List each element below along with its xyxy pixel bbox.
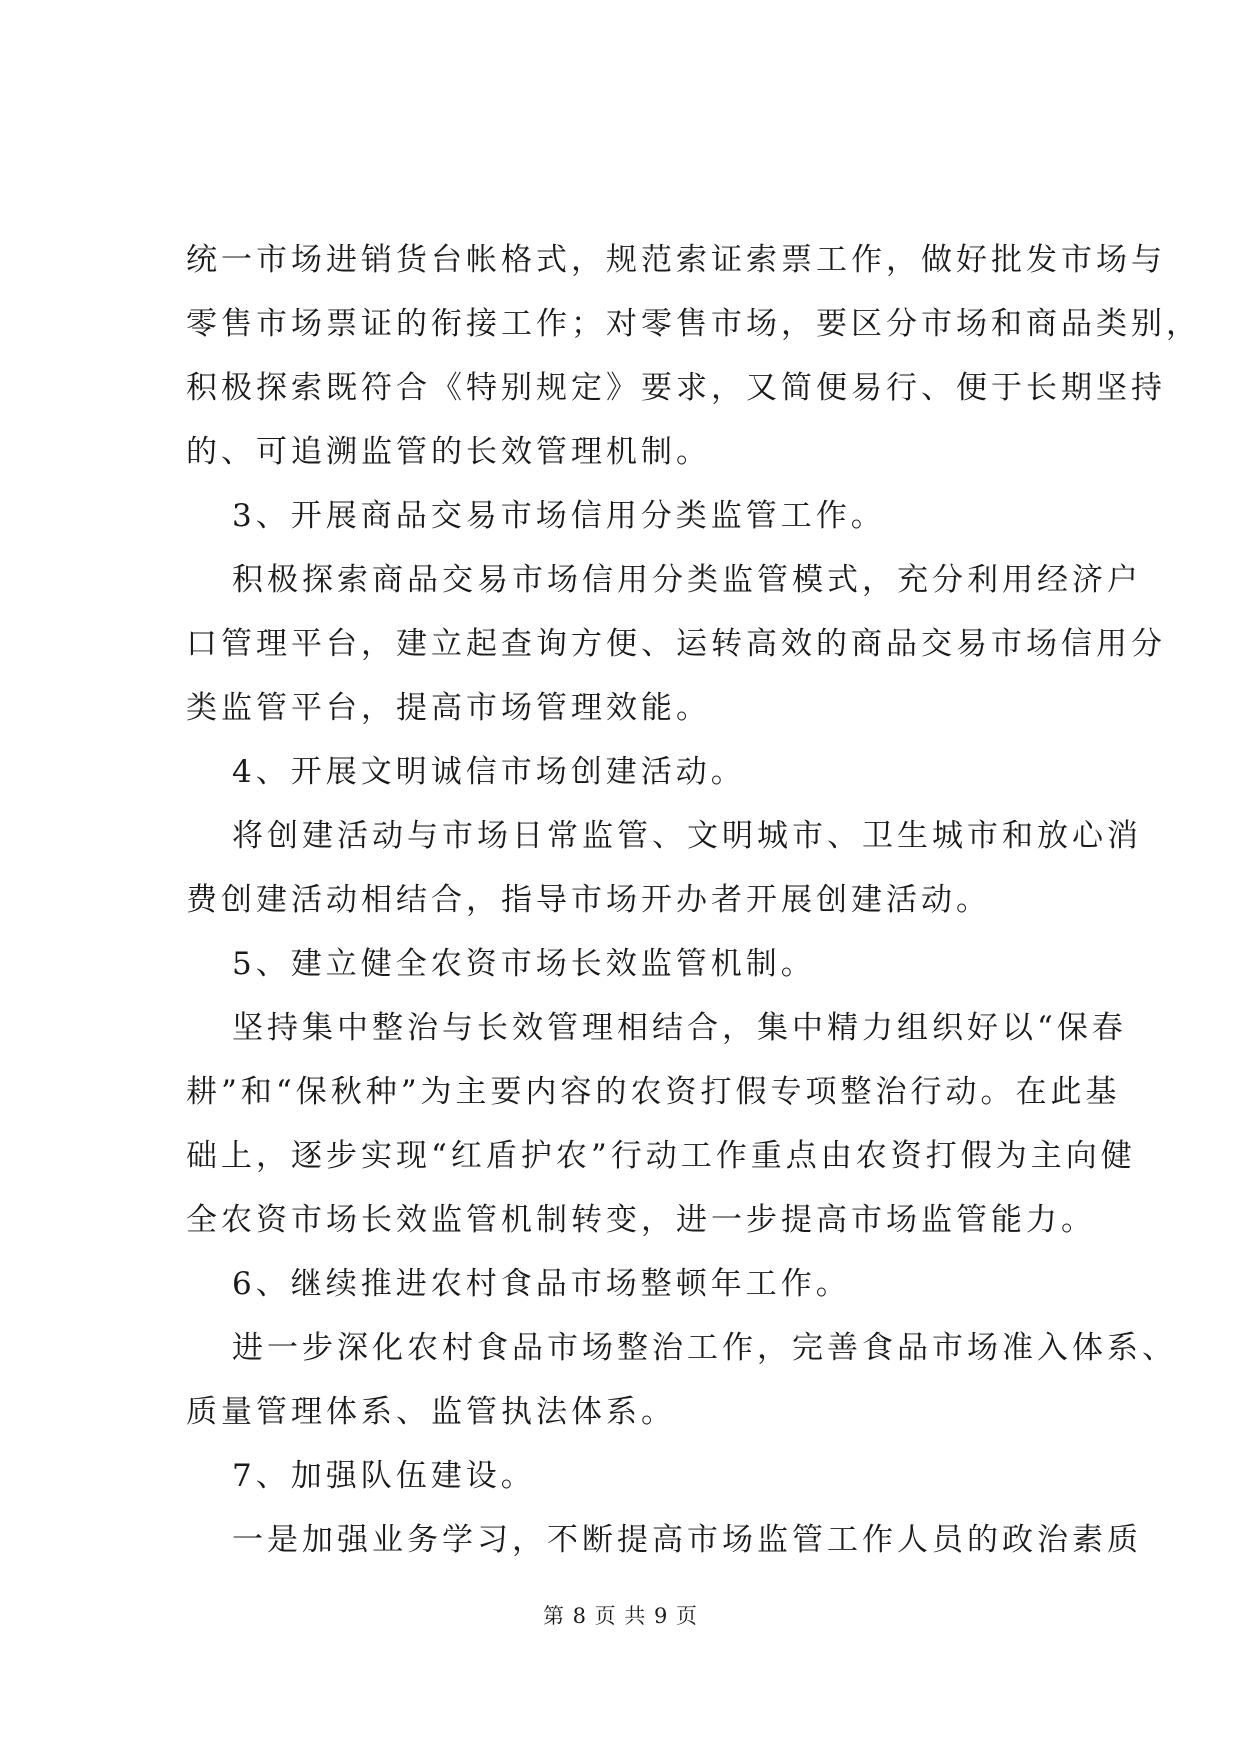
section-heading: 3、开展商品交易市场信用分类监管工作。 [232, 498, 886, 534]
body-line: 积极探索既符合《特别规定》要求，又简便易行、便于长期坚持 [186, 370, 1166, 406]
body-line: 进一步深化农村食品市场整治工作，完善食品市场准入体系、 [232, 1330, 1177, 1366]
section-heading: 6、继续推进农村食品市场整顿年工作。 [232, 1266, 851, 1302]
section-heading: 5、建立健全农资市场长效监管机制。 [232, 946, 816, 982]
body-line: 费创建活动相结合，指导市场开办者开展创建活动。 [186, 882, 991, 918]
document-body [186, 228, 1201, 1572]
body-line: 耕”和“保秋种”为主要内容的农资打假专项整治行动。在此基 [186, 1074, 1121, 1110]
body-line: 零售市场票证的衔接工作；对零售市场，要区分市场和商品类别， [186, 306, 1201, 342]
body-line: 一是加强业务学习，不断提高市场监管工作人员的政治素质 [232, 1522, 1142, 1558]
body-line: 统一市场进销货台帐格式，规范索证索票工作，做好批发市场与 [186, 242, 1166, 278]
section-heading: 4、开展文明诚信市场创建活动。 [232, 754, 746, 790]
body-line: 全农资市场长效监管机制转变，进一步提高市场监管能力。 [186, 1202, 1096, 1238]
body-line: 类监管平台，提高市场管理效能。 [186, 690, 711, 726]
body-line: 的、可追溯监管的长效管理机制。 [186, 434, 711, 470]
body-line: 础上，逐步实现“红盾护农”行动工作重点由农资打假为主向健 [186, 1138, 1136, 1174]
body-line: 质量管理体系、监管执法体系。 [186, 1394, 676, 1430]
body-line: 积极探索商品交易市场信用分类监管模式，充分利用经济户 [232, 562, 1142, 598]
section-heading: 7、加强队伍建设。 [232, 1458, 536, 1494]
body-line: 将创建活动与市场日常监管、文明城市、卫生城市和放心消 [232, 818, 1142, 854]
body-line: 坚持集中整治与长效管理相结合，集中精力组织好以“保春 [232, 1010, 1127, 1046]
page-number-footer: 第 8 页 共 9 页 [542, 1604, 699, 1628]
body-line: 口管理平台，建立起查询方便、运转高效的商品交易市场信用分 [186, 626, 1166, 662]
